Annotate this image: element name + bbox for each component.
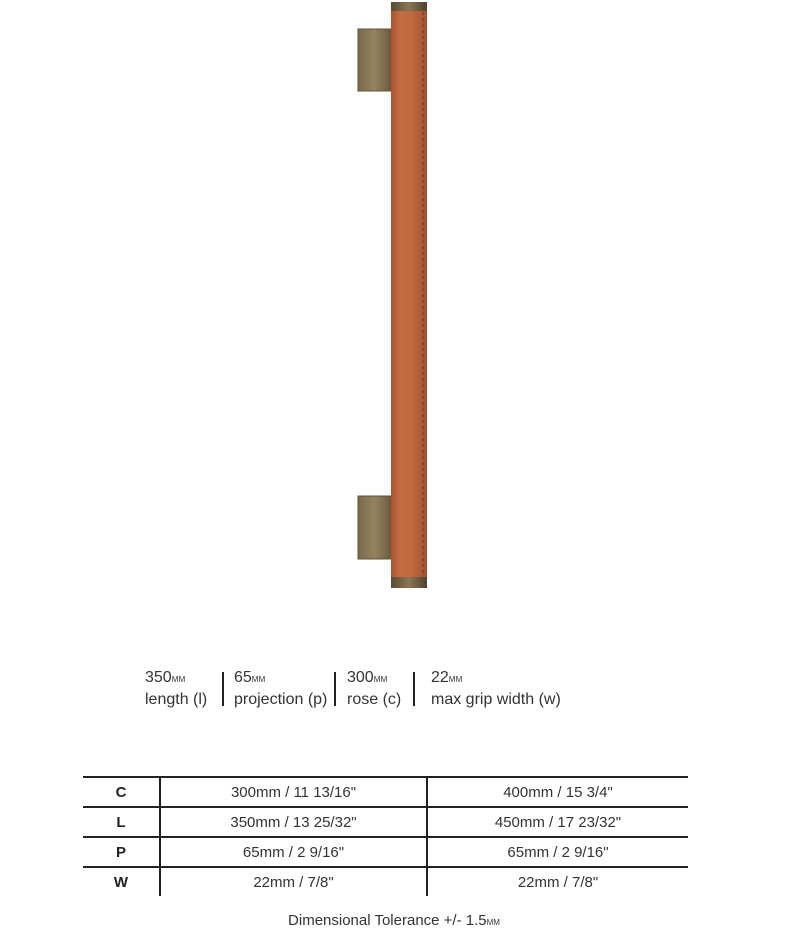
row-key: W <box>83 867 160 896</box>
dimension-table <box>83 776 688 896</box>
spec-length <box>145 668 207 710</box>
spec-divider <box>334 672 336 706</box>
bottom-end-cap <box>391 577 427 588</box>
spec-label: projection (p) <box>234 691 328 708</box>
leather-grip <box>391 10 427 578</box>
row-key: C <box>83 777 160 807</box>
spec-unit: MM <box>251 675 266 684</box>
table-row <box>83 807 688 837</box>
spec-rose <box>347 668 401 710</box>
table-row <box>83 867 688 896</box>
spec-unit: MM <box>448 675 463 684</box>
spec-projection <box>234 668 327 710</box>
spec-label: length (l) <box>145 691 208 708</box>
table-cell: 300mm / 11 13/16" <box>160 777 427 807</box>
spec-divider <box>413 672 415 706</box>
spec-label: max grip width (w) <box>431 691 561 708</box>
spec-grip-width <box>431 668 561 710</box>
row-key: P <box>83 837 160 867</box>
table-cell: 450mm / 17 23/32" <box>427 807 688 837</box>
table-cell: 65mm / 2 9/16" <box>160 837 427 867</box>
table-row <box>83 837 688 867</box>
bottom-mount-block <box>358 496 391 559</box>
spec-value: 300 <box>347 669 374 686</box>
tolerance-unit: MM <box>486 918 500 927</box>
tolerance-text: Dimensional Tolerance +/- 1.5 <box>288 912 487 929</box>
spec-unit: MM <box>373 675 388 684</box>
row-key: L <box>83 807 160 837</box>
spec-unit: MM <box>171 675 186 684</box>
spec-value: 22 <box>431 669 449 686</box>
table-cell: 350mm / 13 25/32" <box>160 807 427 837</box>
spec-value: 65 <box>234 669 252 686</box>
table-cell: 22mm / 7/8" <box>160 867 427 896</box>
table-cell: 22mm / 7/8" <box>427 867 688 896</box>
spec-divider <box>222 672 224 706</box>
spec-label: rose (c) <box>347 691 402 708</box>
table-cell: 400mm / 15 3/4" <box>427 777 688 807</box>
dimensional-tolerance-note <box>0 912 788 929</box>
table-cell: 65mm / 2 9/16" <box>427 837 688 867</box>
table-row <box>83 777 688 807</box>
top-mount-block <box>358 29 391 91</box>
spec-summary <box>0 668 788 718</box>
spec-value: 350 <box>145 669 172 686</box>
top-end-cap <box>391 2 427 11</box>
